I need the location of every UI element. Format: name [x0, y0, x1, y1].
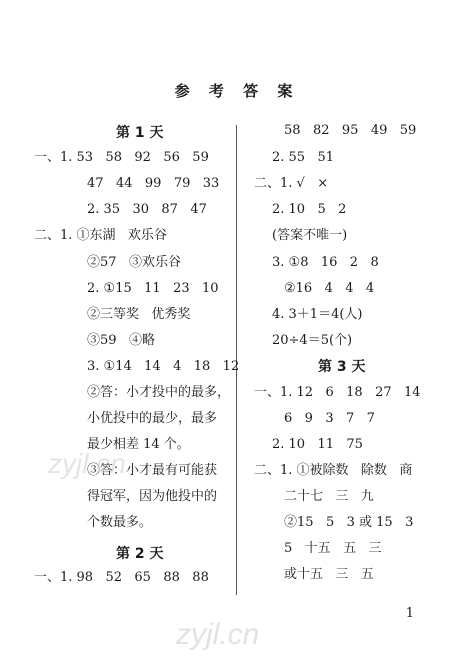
answer-line: 2. 35 30 87 47 [87, 202, 207, 217]
answer-line: 得冠军，因为他投中的 [87, 489, 218, 504]
answer-line: ②答：小才投中的最多， [87, 385, 231, 400]
answer-line: ②57 ③欢乐谷 [87, 255, 181, 270]
answer-line: 6 9 3 7 7 [284, 411, 375, 426]
answer-line: 小优投中的最少，最多 [87, 411, 218, 426]
answer-line: ③答：小才最有可能获 [87, 463, 218, 478]
answer-line: 58 82 95 49 59 [284, 123, 417, 138]
answer-line: ②三等奖 优秀奖 [87, 307, 191, 322]
answer-line: 2. 10 11 75 [272, 437, 363, 452]
answer-line: 一、1. 98 52 65 88 88 [34, 570, 209, 585]
answer-line: 4. 3＋1＝4(人) [272, 307, 363, 322]
page-number: 1 [405, 606, 414, 621]
answer-line: 20÷4＝5(个) [272, 333, 353, 348]
answer-line: 2. ①15 11 23 10 [87, 281, 219, 296]
answer-line: 2. 10 5 2 [272, 202, 347, 217]
answer-line: 二十七 三 九 [284, 489, 374, 504]
answer-line: 一、1. 53 58 92 56 59 [34, 150, 209, 165]
answer-line: 二、1. √ × [254, 176, 329, 191]
answer-line: 一、1. 12 6 18 27 14 [254, 385, 421, 400]
answer-line: 二、1. ①被除数 除数 商 [254, 463, 413, 478]
answer-line: (答案不唯一) [272, 228, 348, 243]
heading-day-2: 第 2 天 [116, 546, 164, 562]
answer-line: 3. ①8 16 2 8 [272, 255, 379, 270]
answer-line: 47 44 99 79 33 [87, 176, 220, 191]
answer-line: 二、1. ①东湖 欢乐谷 [34, 228, 167, 243]
answer-line: 个数最多。 [87, 515, 153, 530]
heading-day-3: 第 3 天 [318, 359, 366, 375]
watermark: zyjl.cn [48, 448, 126, 479]
answer-line: ②15 5 3 或 15 3 [284, 515, 414, 530]
answer-line: 或十五 三 五 [284, 567, 374, 582]
page-title: 参 考 答 案 [174, 82, 300, 100]
answer-line: 2. 55 51 [272, 150, 335, 165]
answer-line: 最少相差 14 个。 [87, 437, 190, 452]
answer-line: 5 十五 五 三 [284, 541, 382, 556]
heading-day-1: 第 1 天 [116, 125, 164, 141]
answer-line: ③59 ④略 [87, 333, 155, 348]
watermark: zyjl.cn [176, 618, 260, 651]
answer-line: ②16 4 4 4 [284, 281, 375, 296]
answer-line: 3. ①14 14 4 18 12 [87, 359, 240, 374]
